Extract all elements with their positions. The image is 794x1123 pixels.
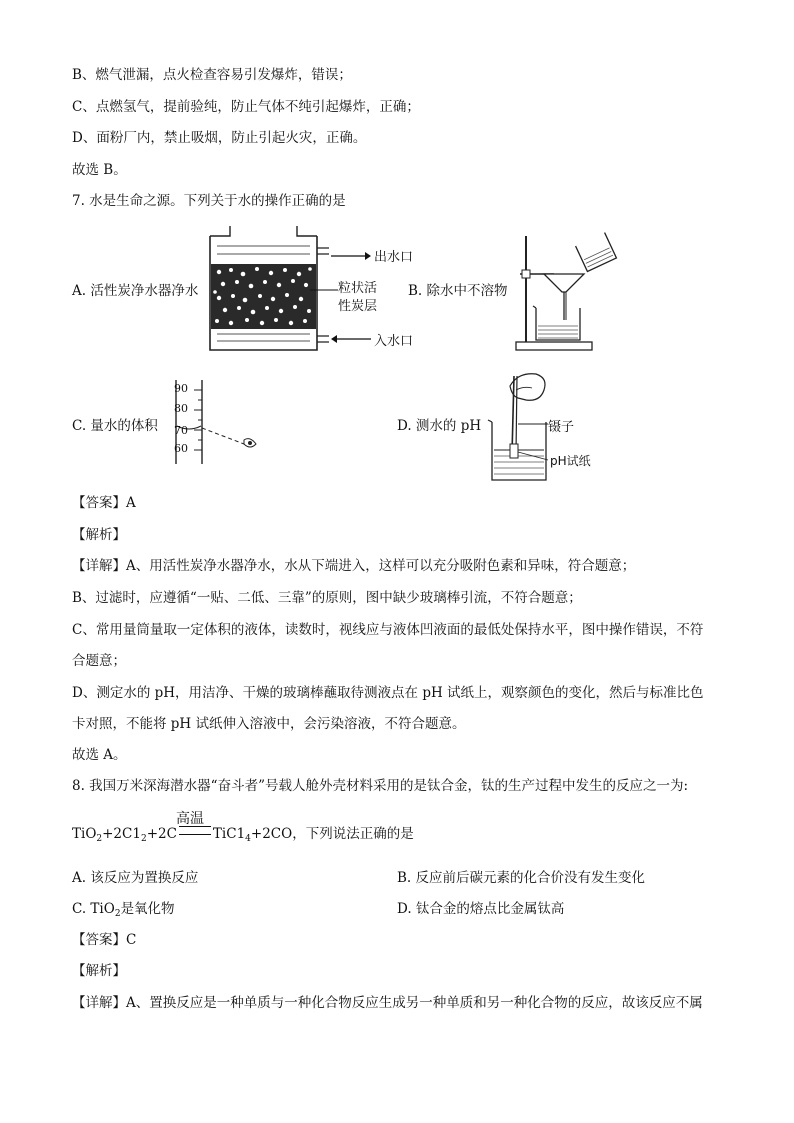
eq-left-2: +2C1 — [102, 826, 141, 842]
text-line: C、点燃氢气，提前验纯，防止气体不纯引起爆炸，正确； — [72, 99, 420, 115]
reaction-equation — [72, 822, 414, 842]
outlet-label: 出水口 — [374, 250, 414, 265]
q7-detail-c2: 合题意； — [72, 653, 126, 669]
q8-answer: 【答案】C — [72, 932, 137, 948]
eq-sub: 2 — [96, 834, 103, 844]
tweezers-label: 镊子 — [548, 420, 575, 435]
equals-sign — [179, 826, 211, 835]
q7-analysis-heading: 【解析】 — [72, 527, 126, 543]
q7-choose: 故选 A。 — [72, 747, 127, 763]
carbon-label-2: 性炭层 — [338, 299, 378, 314]
ph-paper-label: pH试纸 — [550, 454, 591, 468]
q7-option-b: B. 除水中不溶物 — [408, 283, 508, 299]
text-line: 故选 B。 — [72, 162, 127, 178]
inlet-label: 入水口 — [374, 334, 414, 349]
q7-detail-b: B、过滤时，应遵循“一贴、二低、三靠”的原则，图中缺少玻璃棒引流，不符合题意； — [72, 590, 582, 606]
ph-test-figure — [486, 368, 550, 484]
q7-detail-d2: 卡对照，不能将 pH 试纸伸入溶液中，会污染溶液，不符合题意。 — [72, 716, 466, 732]
q8-option-c-sub: 2 — [114, 909, 121, 919]
text-line: B、燃气泄漏，点火检查容易引发爆炸，错误； — [72, 67, 352, 83]
q8-option-b: B. 反应前后碳元素的化合价没有发生变化 — [397, 870, 646, 886]
tick-80: 80 — [174, 402, 188, 415]
eq-left-3: +2C — [146, 826, 177, 842]
q8-option-c-pre: C. TiO — [72, 901, 115, 917]
q8-option-d: D. 钛合金的熔点比金属钛高 — [397, 901, 565, 917]
carbon-pointer-line — [310, 285, 338, 295]
q7-option-d: D. 测水的 pH — [397, 418, 482, 434]
question-7-stem: 7. 水是生命之源。下列关于水的操作正确的是 — [72, 193, 346, 209]
tick-90: 90 — [174, 382, 188, 395]
carbon-label-1: 粒状活 — [338, 281, 378, 296]
eq-sub: 2 — [140, 834, 147, 844]
q8-option-a: A. 该反应为置换反应 — [72, 870, 199, 886]
question-8-stem: 8. 我国万米深海潜水器“奋斗者”号载人舱外壳材料采用的是钛合金，钛的生产过程中发生的反应之一为: — [72, 778, 689, 794]
q7-detail-d1: D、测定水的 pH，用洁净、干燥的玻璃棒蘸取待测液点在 pH 试纸上，观察颜色的变化，然后与标准比色 — [72, 685, 704, 701]
q7-detail-c1: C、常用量筒量取一定体积的液体，读数时，视线应与液体凹液面的最低处保持水平，图中操作错误，不符 — [72, 622, 704, 638]
q8-detail-a: 【详解】A、置换反应是一种单质与一种化合物反应生成另一种单质和另一种化合物的反应，故该反应不属 — [72, 995, 703, 1011]
outlet-arrow-icon — [331, 250, 371, 262]
q7-option-a: A. 活性炭净水器净水 — [72, 283, 199, 299]
q7-answer: 【答案】A — [72, 495, 136, 511]
eq-left-1: TiO — [72, 826, 97, 842]
inlet-arrow-icon — [331, 333, 371, 345]
filtration-figure — [514, 222, 618, 354]
reaction-condition: 高温 — [176, 811, 204, 827]
q8-option-c-post: 是氧化物 — [120, 901, 175, 917]
tick-60: 60 — [174, 442, 188, 455]
tick-70: 70 — [174, 424, 188, 437]
q8-option-c — [72, 900, 175, 918]
q7-option-c: C. 量水的体积 — [72, 418, 158, 434]
q7-detail-a: 【详解】A、用活性炭净水器净水，水从下端进入，这样可以充分吸附色素和异味，符合题意； — [72, 558, 636, 574]
eq-right-1: TiC1 — [212, 826, 246, 842]
eq-sub: 4 — [245, 834, 251, 844]
eq-right-2: +2CO，下列说法正确的是 — [250, 826, 414, 842]
q8-analysis-heading: 【解析】 — [72, 963, 126, 979]
text-line: D、面粉厂内，禁止吸烟，防止引起火灾，正确。 — [72, 130, 367, 146]
